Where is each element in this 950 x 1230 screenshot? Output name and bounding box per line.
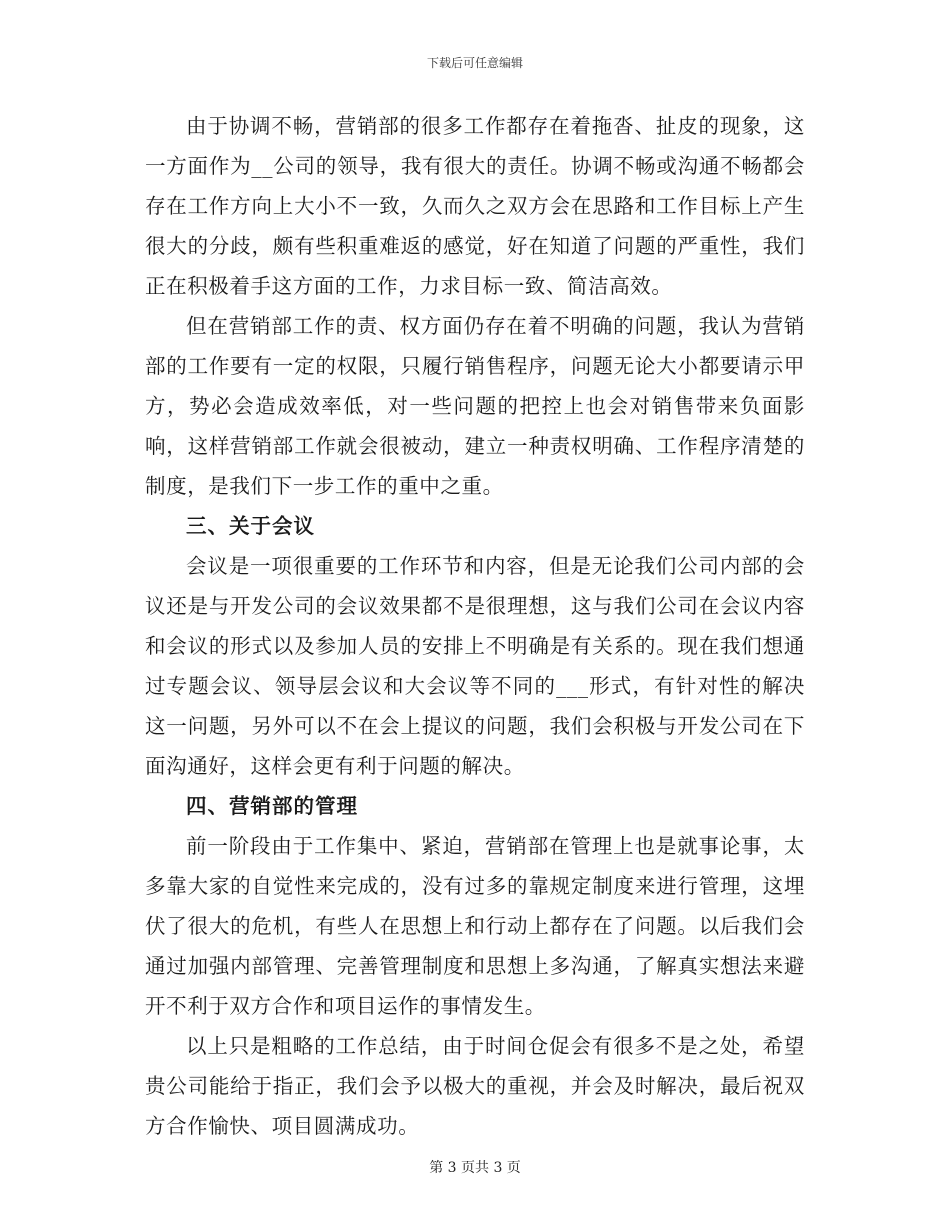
page-footer: 第 3 页共 3 页	[429, 1160, 521, 1176]
paragraph-authority: 但在营销部工作的责、权方面仍存在着不明确的问题，我认为营销部的工作要有一定的权限，只履行销售程序，问题无论大小都要请示甲方，势必会造成效率低，对一些问题的把控上也会对销售带来负面影响，这样营销部工作就会很被动，建立一种责权明确、工作程序清楚的制度，是我们下一步工作的重中之重。	[145, 314, 805, 498]
section-heading-management: 四、营销部的管理	[186, 794, 358, 818]
paragraph-management: 前一阶段由于工作集中、紧迫，营销部在管理上也是就事论事，太多靠大家的自觉性来完成的，没有过多的靠规定制度来进行管理，这埋伏了很大的危机，有些人在思想上和行动上都存在了问题。以后我们会通过加强内部管理、完善管理制度和思想上多沟通，了解真实想法来避开不利于双方合作和项目运作的事情发生。	[145, 834, 805, 1018]
page-header: 下载后可任意编辑	[426, 56, 523, 70]
paragraph-meetings: 会议是一项很重要的工作环节和内容，但是无论我们公司内部的会议还是与开发公司的会议效果都不是很理想，这与我们公司在会议内容和会议的形式以及参加人员的安排上不明确是有关系的。现在我们想通过专题会议、领导层会议和大会议等不同的___形式，有针对性的解决这一问题，另外可以不在会上提议的问题，我们会积极与开发公司在下面沟通好，这样会更有利于问题的解决。	[145, 554, 805, 778]
paragraph-conclusion: 以上只是粗略的工作总结，由于时间仓促会有很多不是之处，希望贵公司能给于指正，我们会予以极大的重视，并会及时解决，最后祝双方合作愉快、项目圆满成功。	[145, 1034, 805, 1138]
paragraph-coordination: 由于协调不畅，营销部的很多工作都存在着拖沓、扯皮的现象，这一方面作为__公司的领导，我有很大的责任。协调不畅或沟通不畅都会存在工作方向上大小不一致，久而久之双方会在思路和工作目标上产生很大的分歧，颇有些积重难返的感觉，好在知道了问题的严重性，我们正在积极着手这方面的工作，力求目标一致、简洁高效。	[145, 114, 805, 298]
document-body	[145, 106, 805, 1146]
section-heading-meetings: 三、关于会议	[186, 514, 315, 538]
